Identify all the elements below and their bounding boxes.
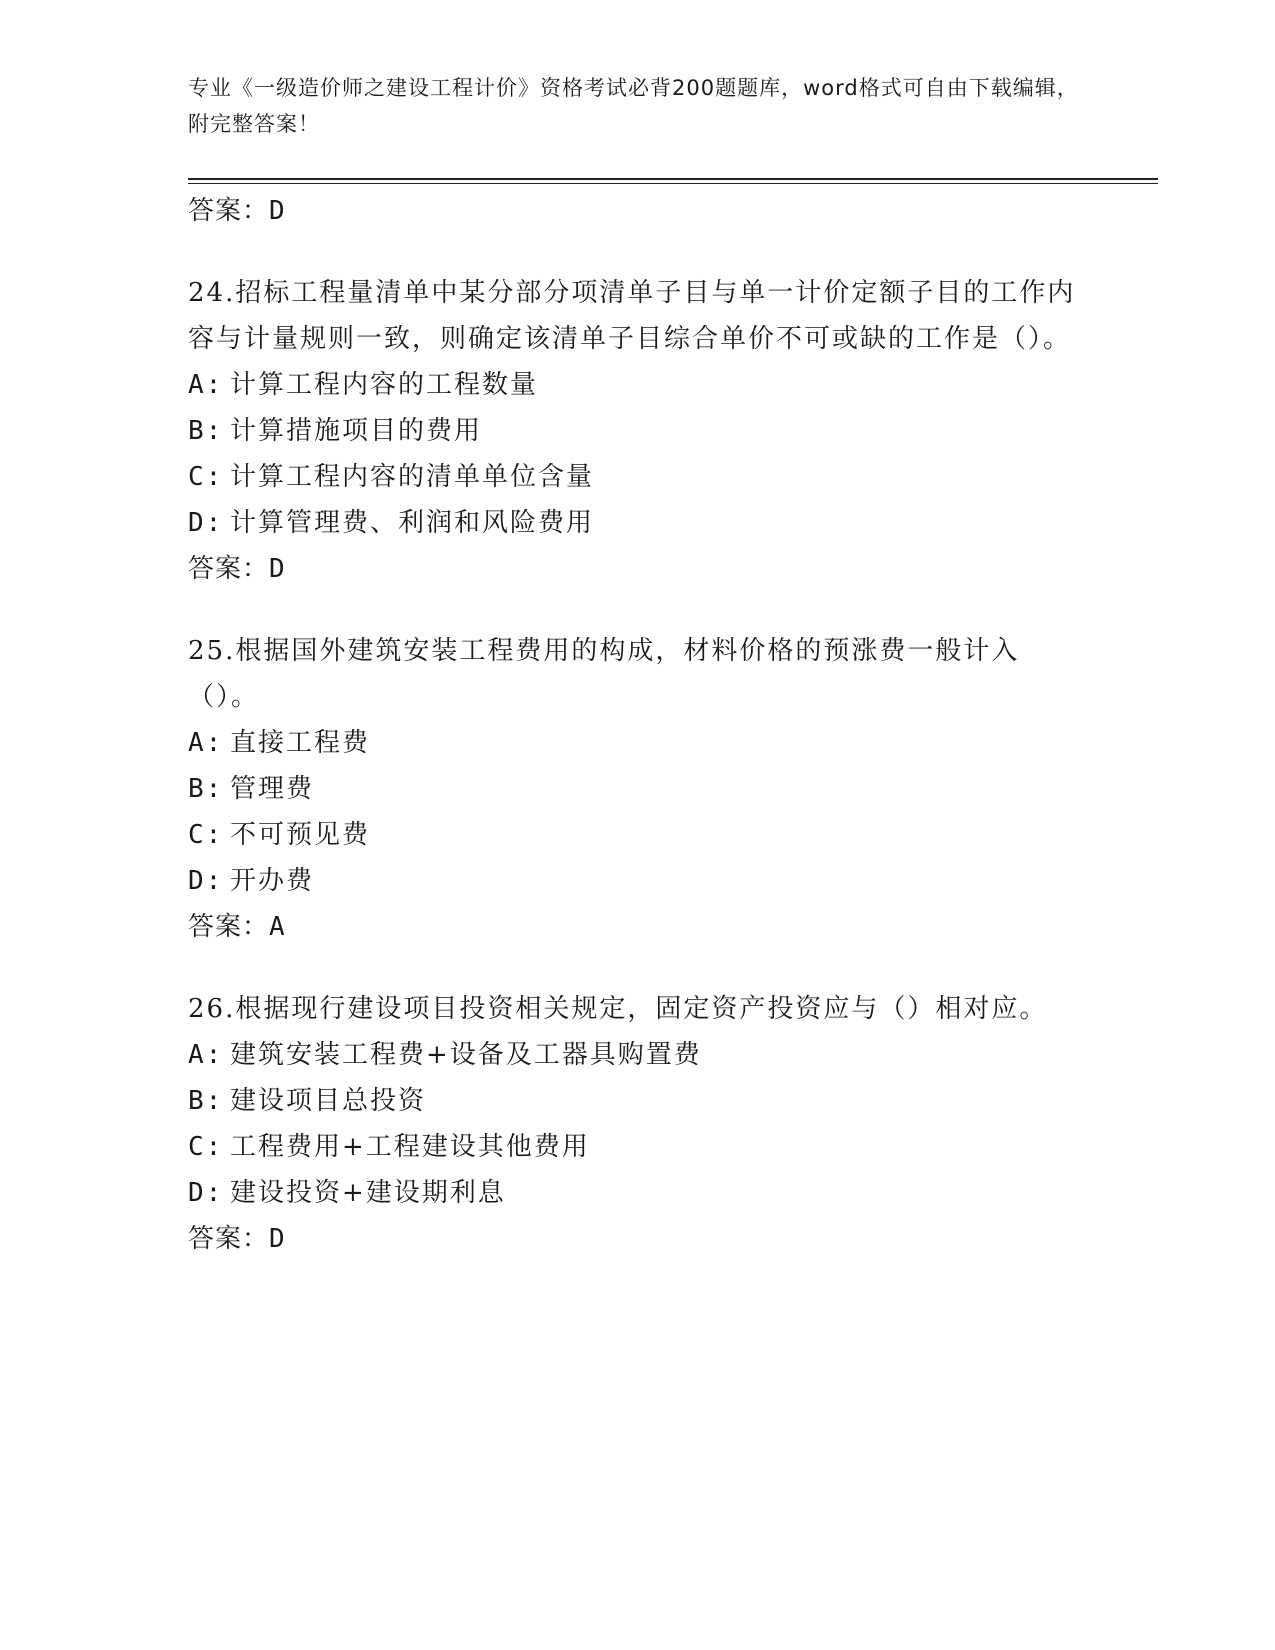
option-text: 建设投资+建设期利息	[230, 1178, 506, 1208]
answer-line	[188, 188, 1088, 234]
question-stem: 25.根据国外建筑安装工程费用的构成，材料价格的预涨费一般计入（）。	[188, 636, 1020, 712]
option-letter: A:	[188, 728, 224, 758]
answer-line	[188, 1216, 1088, 1262]
option-a	[188, 1032, 1088, 1078]
option-letter: B:	[188, 774, 224, 804]
header-divider	[188, 178, 1158, 184]
answer-value: D	[269, 196, 286, 226]
option-a	[188, 362, 1088, 408]
option-text: 建筑安装工程费+设备及工器具购置费	[230, 1040, 702, 1070]
option-letter: A:	[188, 1040, 224, 1070]
question-content	[188, 188, 1088, 1262]
option-text: 建设项目总投资	[230, 1086, 427, 1116]
option-letter: B:	[188, 416, 224, 446]
option-text: 开办费	[230, 866, 315, 896]
option-d	[188, 500, 1088, 546]
option-letter: C:	[188, 820, 224, 850]
option-letter: B:	[188, 1086, 224, 1116]
page-header	[188, 70, 1088, 142]
option-b	[188, 408, 1088, 454]
question-25	[188, 628, 1088, 950]
answer-label: 答案：	[188, 912, 270, 942]
header-text: 专业《一级造价师之建设工程计价》资格考试必背200题题库，word格式可自由下载编辑，附完整答案！	[188, 76, 1079, 136]
question-26	[188, 986, 1088, 1262]
answer-value: A	[269, 912, 286, 942]
option-letter: C:	[188, 462, 224, 492]
option-text: 管理费	[230, 774, 315, 804]
answer-line	[188, 904, 1088, 950]
option-text: 计算措施项目的费用	[230, 416, 483, 446]
option-letter: D:	[188, 508, 224, 538]
question-stem: 26.根据现行建设项目投资相关规定，固定资产投资应与（）相对应。	[188, 994, 1048, 1024]
option-text: 计算工程内容的工程数量	[230, 370, 539, 400]
option-text: 计算管理费、利润和风险费用	[230, 508, 595, 538]
option-b	[188, 1078, 1088, 1124]
question-stem: 24.招标工程量清单中某分部分项清单子目与单一计价定额子目的工作内容与计量规则一致，则确定该清单子目综合单价不可或缺的工作是（）。	[188, 278, 1076, 354]
option-c	[188, 1124, 1088, 1170]
option-letter: C:	[188, 1132, 224, 1162]
answer-label: 答案：	[188, 196, 270, 226]
answer-value: D	[269, 554, 286, 584]
option-letter: A:	[188, 370, 224, 400]
option-text: 工程费用+工程建设其他费用	[230, 1132, 590, 1162]
option-d	[188, 1170, 1088, 1216]
question-24	[188, 270, 1088, 592]
answer-label: 答案：	[188, 1224, 270, 1254]
option-letter: D:	[188, 1178, 224, 1208]
answer-label: 答案：	[188, 554, 270, 584]
option-d	[188, 858, 1088, 904]
option-c	[188, 812, 1088, 858]
option-text: 计算工程内容的清单单位含量	[230, 462, 595, 492]
option-letter: D:	[188, 866, 224, 896]
answer-value: D	[269, 1224, 286, 1254]
option-b	[188, 766, 1088, 812]
option-text: 直接工程费	[230, 728, 371, 758]
option-a	[188, 720, 1088, 766]
option-c	[188, 454, 1088, 500]
answer-line	[188, 546, 1088, 592]
option-text: 不可预见费	[230, 820, 371, 850]
